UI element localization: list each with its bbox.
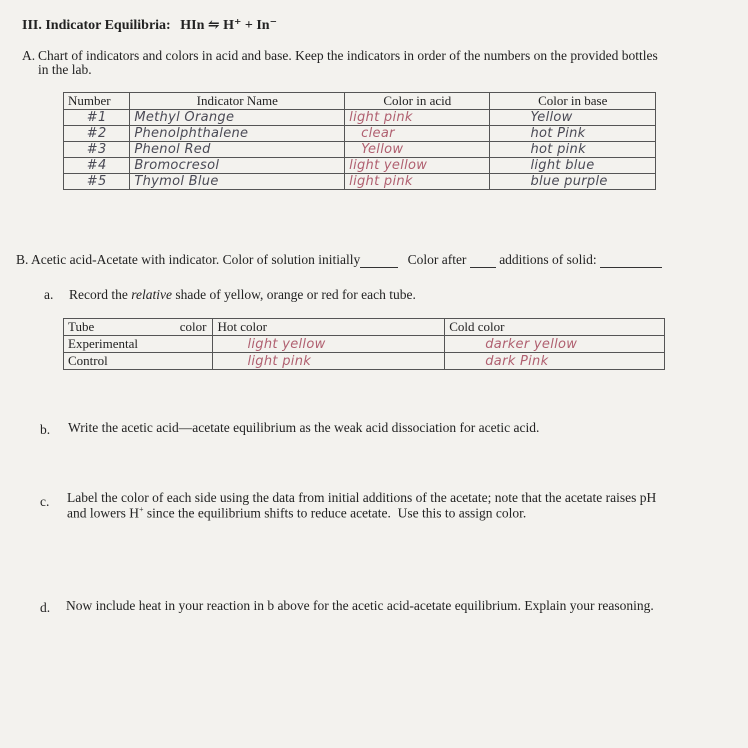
tube-table <box>63 318 665 370</box>
hot-color-value: light yellow <box>213 336 445 353</box>
part-b-b-text: Write the acetic acid—acetate equilibrium as the weak acid dissociation for acetic acid. <box>68 420 540 435</box>
a-text-post: shade of yellow, orange or red for each tube. <box>175 287 416 302</box>
row-number: #3 <box>64 142 130 158</box>
tube-table-header <box>64 319 665 336</box>
row-indicator-name: Thymol Blue <box>130 174 345 190</box>
part-b-letter: B. <box>16 252 29 267</box>
row-color-acid: light pink <box>345 174 490 190</box>
table-row <box>64 174 656 190</box>
header-indicator-name: Indicator Name <box>130 93 345 110</box>
row-color-acid: Yellow <box>345 142 490 158</box>
row-color-base: blue purple <box>490 174 656 190</box>
row-color-base: light blue <box>490 158 656 174</box>
row-color-base: hot Pink <box>490 126 656 142</box>
part-a-text-line2: in the lab. <box>38 62 92 77</box>
header-cold-color: Cold color <box>445 319 665 336</box>
cold-color-value: dark Pink <box>445 353 665 370</box>
row-indicator-name: Methyl Orange <box>130 110 345 126</box>
table-row <box>64 353 665 370</box>
row-indicator-name: Phenol Red <box>130 142 345 158</box>
row-color-base: Yellow <box>490 110 656 126</box>
header-number: Number <box>64 93 130 110</box>
part-b-text3: additions of solid: <box>499 252 597 267</box>
row-color-acid: clear <box>345 126 490 142</box>
table-row <box>64 126 656 142</box>
part-b-text1: Acetic acid-Acetate with indicator. Color of solution initially <box>31 252 361 267</box>
header-color-base: Color in base <box>490 93 656 110</box>
section-title <box>22 17 277 34</box>
row-number: #2 <box>64 126 130 142</box>
c-text2-pre: and lowers H <box>67 505 139 521</box>
row-color-acid: light yellow <box>345 158 490 174</box>
header-color-acid: Color in acid <box>345 93 490 110</box>
header-tube: Tube <box>68 319 95 334</box>
part-b-b-letter: b. <box>40 422 51 437</box>
part-b-c-text2 <box>67 505 526 522</box>
header-color: color <box>179 319 207 334</box>
indicator-table-header <box>64 93 656 110</box>
indicator-table <box>63 92 656 190</box>
table-row <box>64 110 656 126</box>
tube-label: Control <box>64 353 213 370</box>
header-hot-color: Hot color <box>213 319 445 336</box>
part-a-text-line1: Chart of indicators and colors in acid and base. Keep the indicators in order of the numbers on the provided bottles <box>38 48 658 63</box>
table-row <box>64 158 656 174</box>
a-text-emphasis: relative <box>131 287 172 302</box>
row-number: #5 <box>64 174 130 190</box>
section-title-label: III. Indicator Equilibria: <box>22 18 171 33</box>
color-after-blank[interactable] <box>600 267 662 268</box>
part-b-d-text: Now include heat in your reaction in b above for the acetic acid-acetate equilibrium. Explain your reasoning. <box>66 598 654 613</box>
part-b-text2: Color after <box>407 252 467 267</box>
hot-color-value: light pink <box>213 353 445 370</box>
additions-count-blank[interactable] <box>470 267 496 268</box>
row-number: #1 <box>64 110 130 126</box>
part-a-letter: A. <box>22 48 36 63</box>
tube-label: Experimental <box>64 336 213 353</box>
row-color-acid: light pink <box>345 110 490 126</box>
cold-color-value: darker yellow <box>445 336 665 353</box>
a-text-pre: Record the <box>69 287 128 302</box>
row-number: #4 <box>64 158 130 174</box>
row-indicator-name: Phenolphthalene <box>130 126 345 142</box>
initial-color-blank[interactable] <box>360 267 398 268</box>
part-b-d-letter: d. <box>40 600 51 615</box>
table-row <box>64 336 665 353</box>
row-color-base: hot pink <box>490 142 656 158</box>
part-b-a-text <box>69 287 416 303</box>
c-text2-post: since the equilibrium shifts to reduce acetate. Use this to assign color. <box>143 505 527 521</box>
row-indicator-name: Bromocresol <box>130 158 345 174</box>
part-b-c-letter: c. <box>40 494 50 509</box>
section-equation: HIn ⇋ H⁺ + In⁻ <box>180 18 277 33</box>
header-tube-color <box>64 319 213 336</box>
part-b-line <box>16 252 662 268</box>
part-b-a-letter: a. <box>44 287 54 302</box>
table-row <box>64 142 656 158</box>
part-b-c-text1: Label the color of each side using the data from initial additions of the acetate; note that the acetate raises pH <box>67 490 657 505</box>
c-text2-sup: + <box>138 505 144 514</box>
